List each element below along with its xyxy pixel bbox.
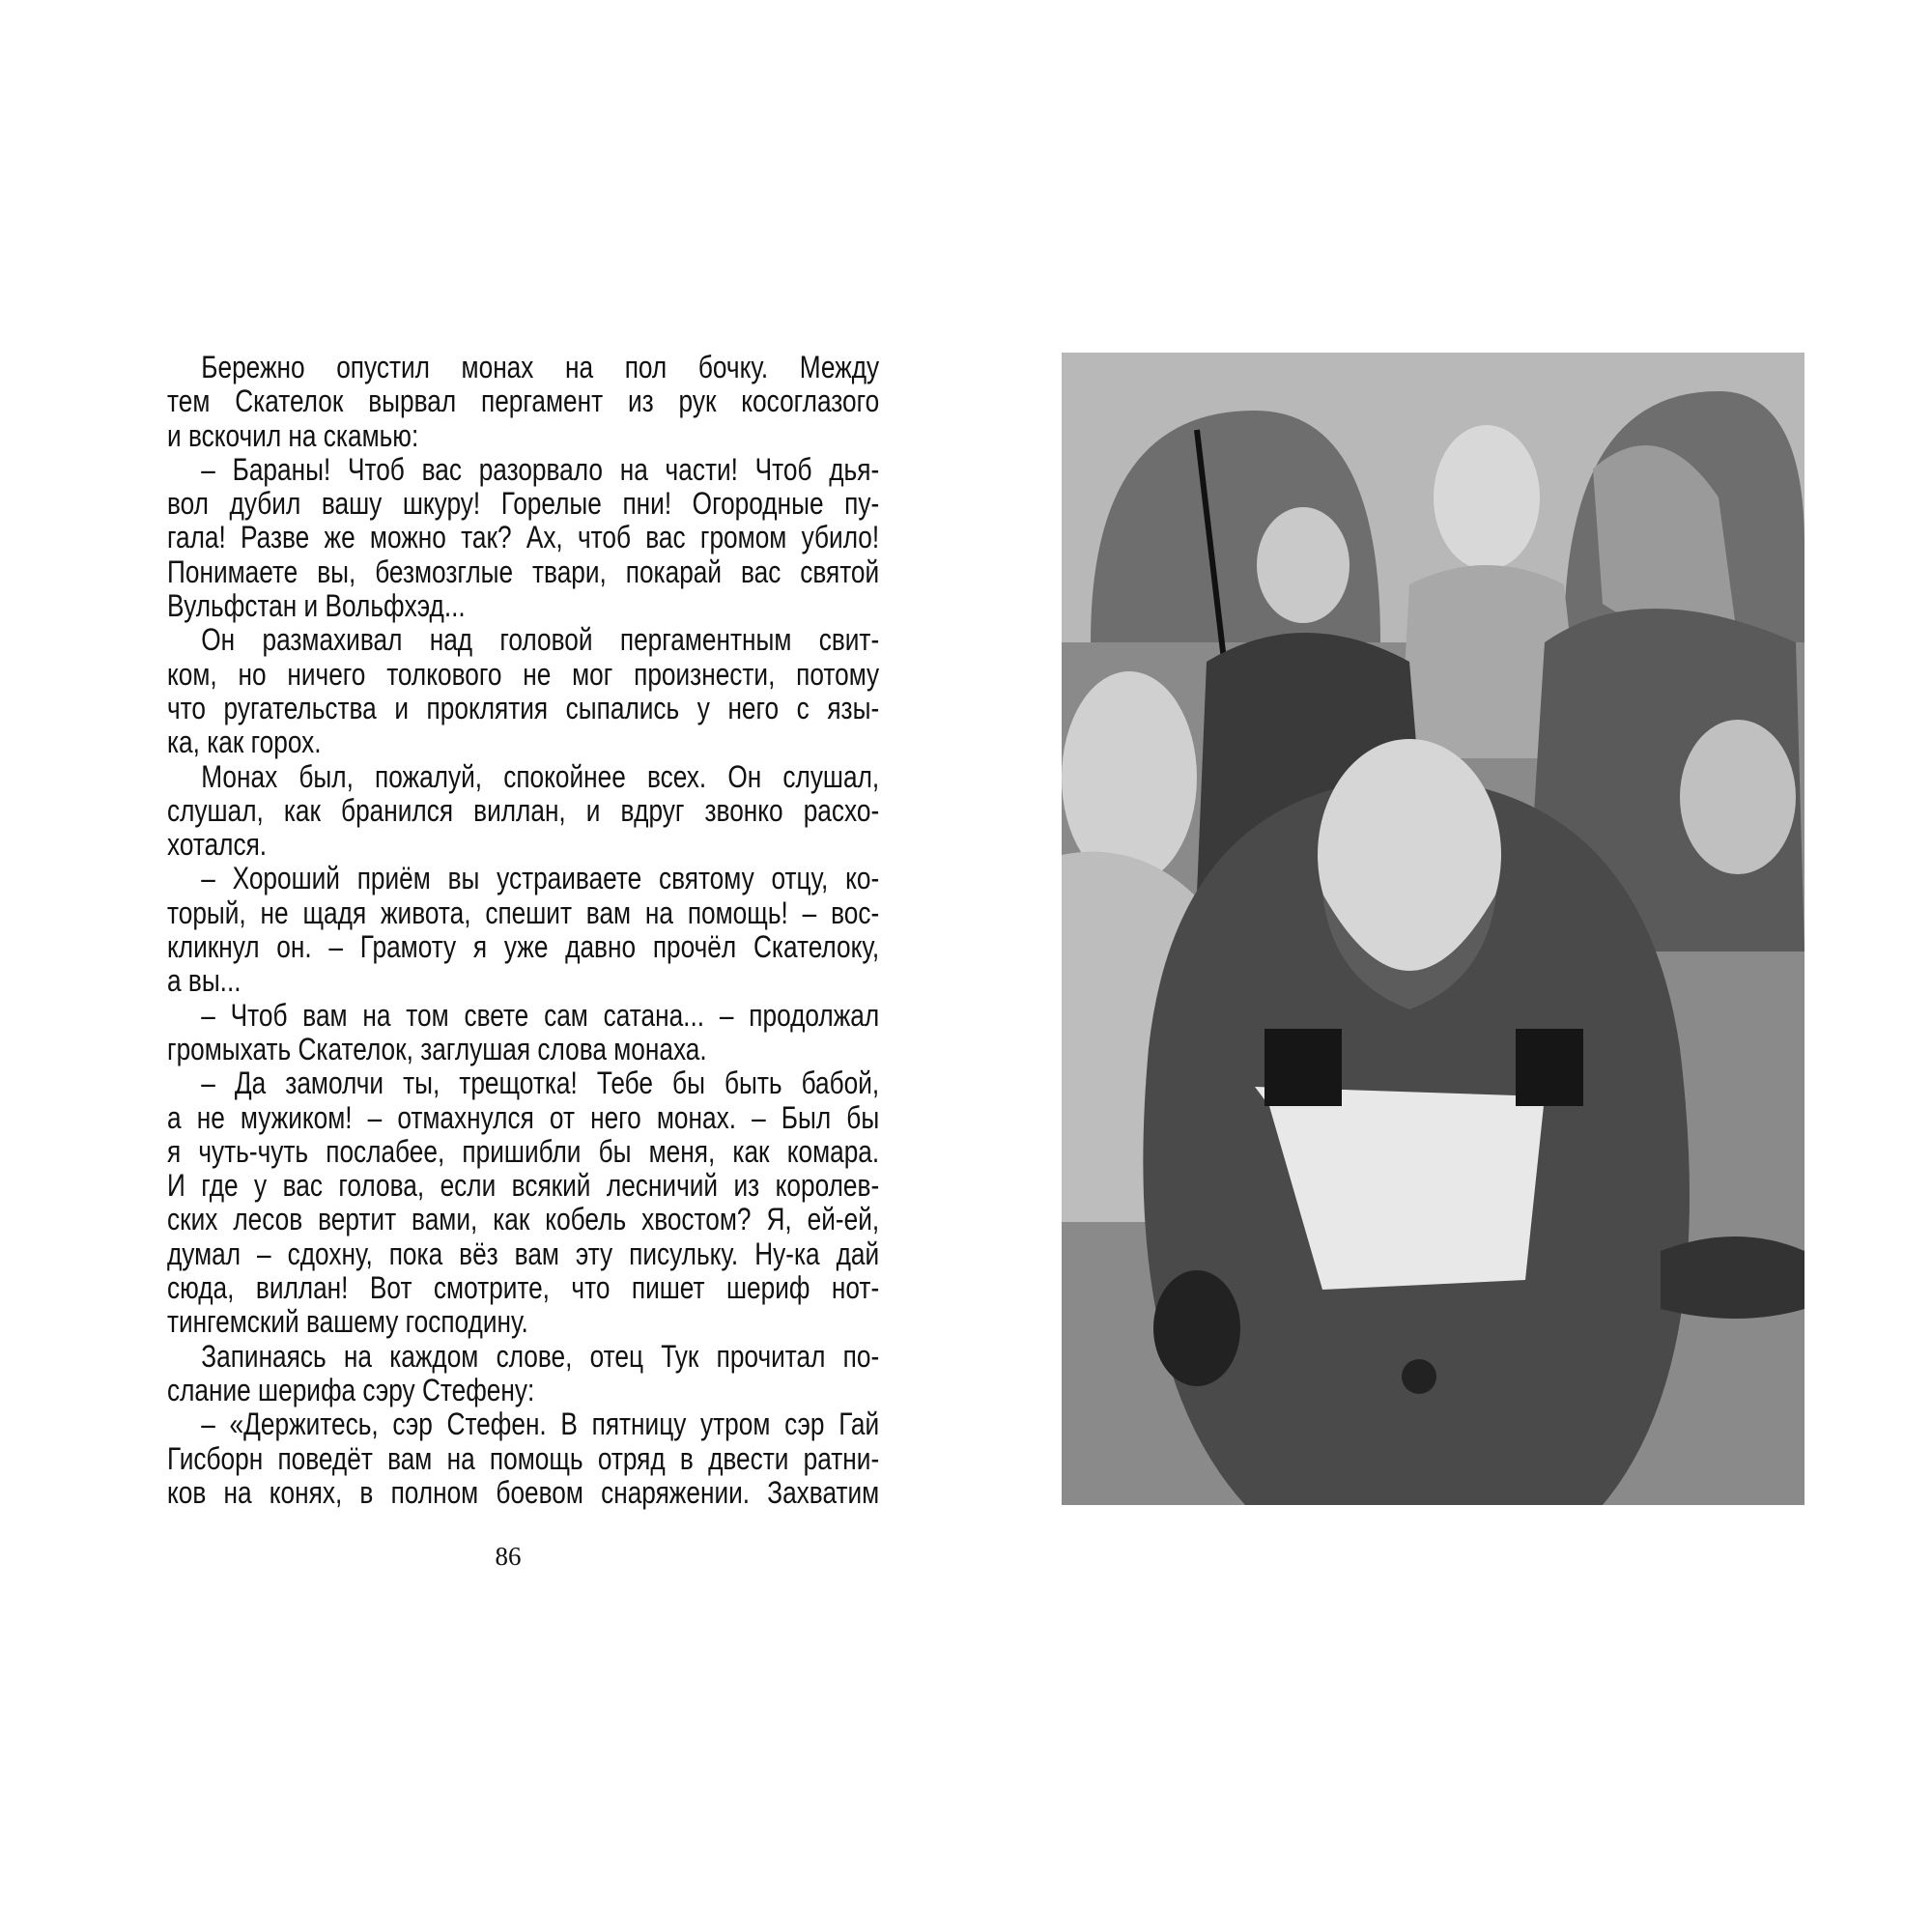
text-line: – Бараны! Чтоб вас разорвало на части! Чтоб дья- <box>201 452 880 487</box>
text-line: ком, но ничего толкового не мог произнести, потому <box>167 657 880 692</box>
text-line: громыхать Скателок, заглушая слова монаха. <box>167 1032 707 1066</box>
text-line: – «Держитесь, сэр Стефен. В пятницу утром сэр Гай <box>201 1407 880 1442</box>
text-line: Монах был, пожалуй, спокойнее всех. Он слушал, <box>201 759 880 794</box>
text-line: слушал, как бранился виллан, и вдруг звонко расхо- <box>167 793 880 828</box>
text-line: хотался. <box>167 828 268 863</box>
text-line: сюда, виллан! Вот смотрите, что пишет шериф нот- <box>167 1271 880 1306</box>
text-line: я чуть-чуть послабее, пришибли бы меня, как комара. <box>167 1134 880 1169</box>
body-text <box>167 351 879 1510</box>
text-line: тингемский вашему господину. <box>167 1305 528 1340</box>
text-line: И где у вас голова, если всякий лесничий из королев- <box>167 1169 880 1204</box>
text-line: – Да замолчи ты, трещотка! Тебе бы быть бабой, <box>201 1066 880 1101</box>
text-line: кликнул он. – Грамоту я уже давно прочёл Скателоку, <box>167 930 880 965</box>
illustration-friar-tuck <box>1062 353 1804 1505</box>
text-line: – Чтоб вам на том свете сам сатана... – продолжал <box>201 998 880 1033</box>
text-line: Гисборн поведёт вам на помощь отряд в двести ратни- <box>167 1441 880 1476</box>
text-line: Бережно опустил монах на пол бочку. Между <box>201 351 880 384</box>
text-line: торый, не щадя живота, спешит вам на помощь! – вос- <box>167 895 880 930</box>
text-line: и вскочил на скамью: <box>167 418 419 453</box>
text-line: Запинаясь на каждом слове, отец Тук прочитал по- <box>201 1339 880 1374</box>
text-line: Он размахивал над головой пергаментным свит- <box>201 623 880 658</box>
text-line: ков на конях, в полном боевом снаряжении. Захватим <box>167 1475 880 1510</box>
text-line: Понимаете вы, безмозглые твари, покарай вас святой <box>167 554 880 589</box>
text-line: что ругательства и проклятия сыпались у него с язы- <box>167 691 880 725</box>
text-line: слание шерифа сэру Стефену: <box>167 1373 535 1407</box>
text-line: гала! Разве же можно так? Ах, чтоб вас громом убило! <box>167 521 880 555</box>
text-line: а не мужиком! – отмахнулся от него монах. – Был бы <box>167 1100 880 1135</box>
text-line: – Хороший приём вы устраиваете святому отцу, ко- <box>201 862 880 896</box>
text-line: тем Скателок вырвал пергамент из рук косоглазого <box>167 384 880 419</box>
text-line: ка, как горох. <box>167 725 322 760</box>
page-number: 86 <box>495 1542 522 1571</box>
text-line: вол дубил вашу шкуру! Горелые пни! Огородные пу- <box>167 487 880 522</box>
text-line: а вы... <box>167 964 242 999</box>
text-line: Вульфстан и Вольфхэд... <box>167 589 466 624</box>
text-line: думал – сдохну, пока вёз вам эту писульку. Ну-ка дай <box>167 1236 880 1271</box>
text-line: ских лесов вертит вами, как кобель хвостом? Я, ей-ей, <box>167 1203 880 1237</box>
